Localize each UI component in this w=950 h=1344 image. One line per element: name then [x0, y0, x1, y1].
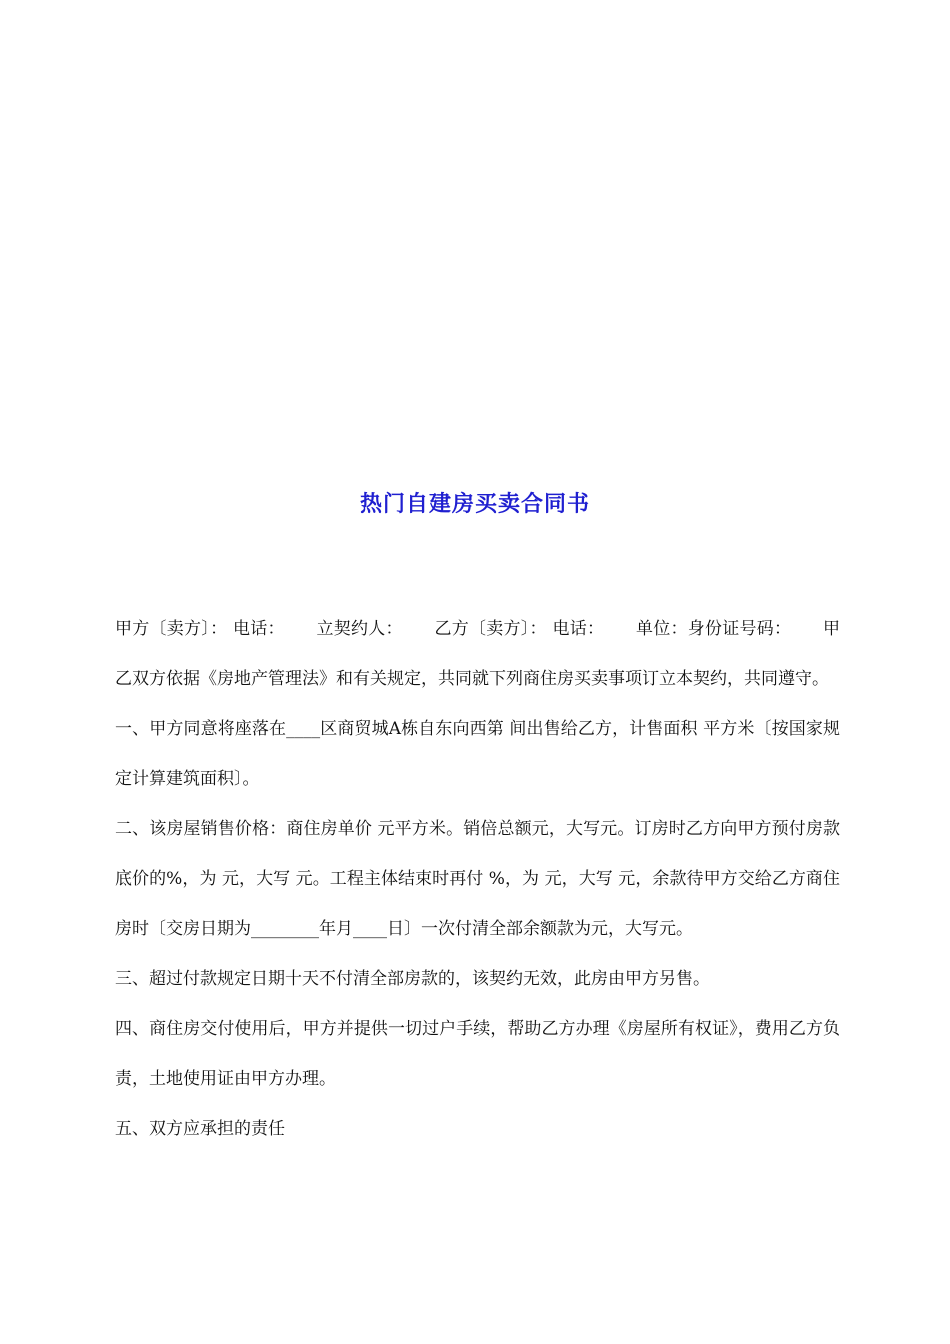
- paragraph-parties: 甲方〔卖方〕： 电话： 立契约人： 乙方〔卖方〕： 电话： 单位：身份证号码： 甲乙双方依据《房地产管理法》和有关规定，共同就下列商住房买卖事项订立本契约，共同遵守。: [115, 619, 840, 689]
- document-title: 热门自建房买卖合同书: [359, 492, 590, 517]
- paragraph-clause-4: 四、商住房交付使用后，甲方并提供一切过户手续，帮助乙方办理《房屋所有权证》，费用乙方负责，土地使用证由甲方办理。: [115, 1019, 840, 1089]
- paragraph-clause-1: 一、甲方同意将座落在____区商贸城A栋自东向西第 间出售给乙方，计售面积 平方米〔按国家规定计算建筑面积〕。: [115, 719, 840, 789]
- document-body: [115, 604, 840, 1154]
- paragraph-clause-5: 五、双方应承担的责任: [115, 1119, 285, 1139]
- paragraph-clause-2: 二、该房屋销售价格：商住房单价 元平方米。销倍总额元，大写元。订房时乙方向甲方预付房款底价的%，为 元，大写 元。工程主体结束时再付 %，为 元，大写 元，余款待甲方交给乙方商住房时〔交房日期为________年月____日〕一次付清全部余额款为元，大写元。: [115, 819, 840, 939]
- paragraph-clause-3: 三、超过付款规定日期十天不付清全部房款的，该契约无效，此房由甲方另售。: [115, 969, 710, 989]
